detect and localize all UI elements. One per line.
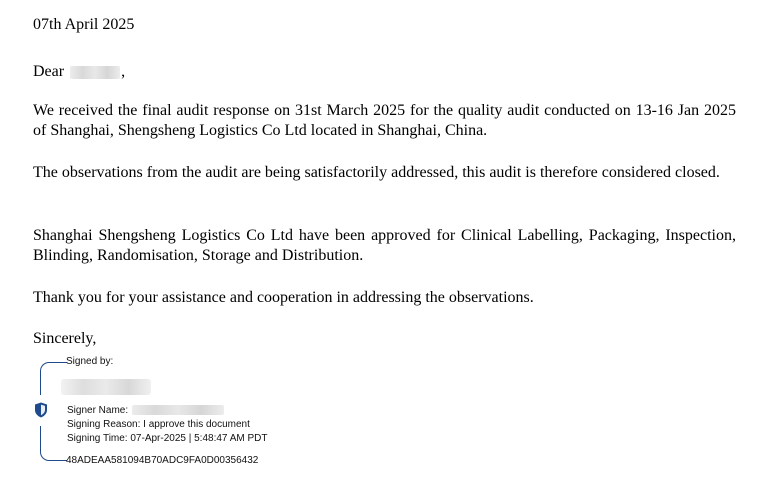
salutation xyxy=(33,62,125,82)
closing: Sincerely, xyxy=(33,330,97,347)
redacted-signer-name xyxy=(132,405,224,415)
salutation-comma: , xyxy=(121,63,126,80)
paragraph-thanks: Thank you for your assistance and cooperation in addressing the observations. xyxy=(33,289,534,306)
signer-name-label: Signer Name: xyxy=(67,405,129,416)
signer-name-row xyxy=(67,405,224,416)
salutation-prefix: Dear xyxy=(33,63,65,80)
shield-icon xyxy=(34,402,48,418)
signing-time: Signing Time: 07-Apr-2025 | 5:48:47 AM PDT xyxy=(67,433,268,444)
letter-date: 07th April 2025 xyxy=(33,16,135,33)
paragraph-audit-response: We received the final audit response on 31st March 2025 for the quality audit conducted on 13-16 Jan 2025 of Shanghai, Shengsheng Logistics Co Ltd located in Shanghai, China. xyxy=(33,102,736,139)
signing-reason: Signing Reason: I approve this document xyxy=(67,419,250,430)
paragraph-approval: Shanghai Shengsheng Logistics Co Ltd have been approved for Clinical Labelling, Packaging, Inspection, Blinding, Randomisation, Storage and Distribution. xyxy=(33,227,736,264)
redacted-signature-image xyxy=(61,379,151,395)
signature-hash: 48ADEAA581094B70ADC9FA0D00356432 xyxy=(66,455,259,466)
signed-by-label: Signed by: xyxy=(66,356,114,367)
e-signature-block xyxy=(37,352,337,472)
paragraph-audit-closed: The observations from the audit are being satisfactorily addressed, this audit is therefore considered closed. xyxy=(33,164,720,181)
signature-bracket-bottom xyxy=(40,426,67,461)
redacted-recipient-name xyxy=(70,66,120,79)
